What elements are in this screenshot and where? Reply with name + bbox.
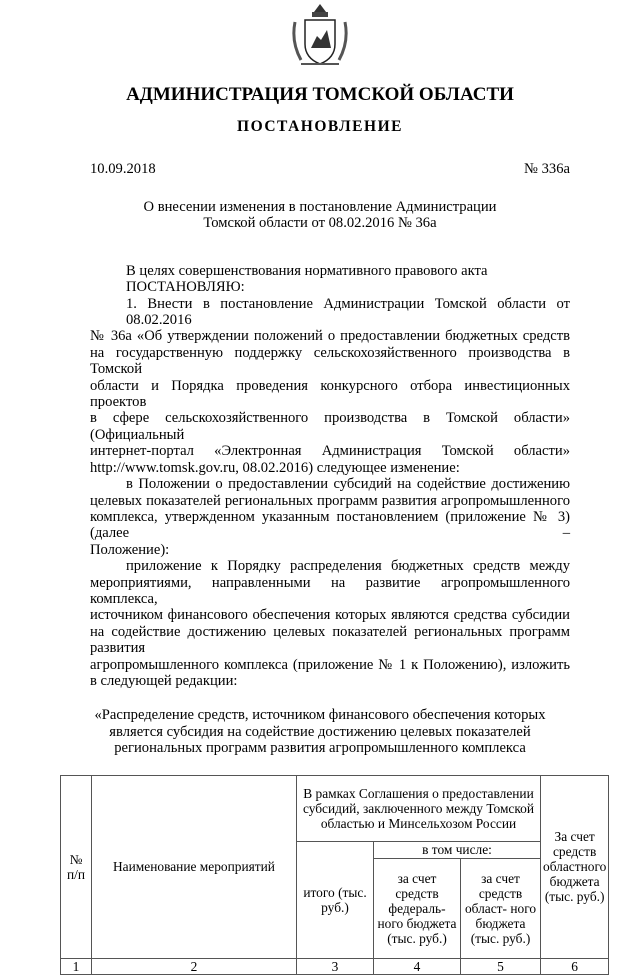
- body-line: в Положении о предоставлении субсидий на содействие достижению: [126, 476, 570, 493]
- column-number: 1: [61, 958, 92, 974]
- quote-line: является субсидия на содействие достижению целевых показателей: [109, 723, 531, 740]
- header-own-budget: За счет средств областного бюджета (тыс. руб.): [541, 775, 609, 958]
- body-line: № 36а «Об утверждении положений о предоставлении бюджетных средств: [90, 328, 570, 345]
- body-line: В целях совершенствования нормативного правового акта: [126, 262, 488, 279]
- column-number: 4: [374, 958, 461, 974]
- organization-title: АДМИНИСТРАЦИЯ ТОМСКОЙ ОБЛАСТИ: [126, 84, 514, 105]
- column-number: 5: [461, 958, 541, 974]
- body-line: http://www.tomsk.gov.ru, 08.02.2016) следующее изменение:: [90, 459, 460, 476]
- body-line: мероприятиями, направленными на развитие агропромышленного комплекса,: [90, 574, 570, 607]
- body-line: 1. Внести в постановление Администрации Томской области от 08.02.2016: [126, 295, 570, 329]
- distribution-table: [60, 775, 609, 975]
- body-line: агропромышленного комплекса (приложение № 1 к Положению), изложить: [90, 656, 570, 673]
- quote-line: «Распределение средств, источником финансового обеспечения которых: [94, 707, 546, 724]
- header-total: итого (тыс. руб.): [297, 841, 374, 958]
- body-line: ПОСТАНОВЛЯЮ:: [126, 279, 245, 296]
- column-number: 3: [297, 958, 374, 974]
- document-date: 10.09.2018: [90, 161, 156, 177]
- column-number: 6: [541, 958, 609, 974]
- subject-line: Томской области от 08.02.2016 № 36а: [203, 215, 437, 232]
- document-type: ПОСТАНОВЛЕНИЕ: [237, 118, 403, 135]
- coat-of-arms-emblem: [291, 0, 349, 70]
- body-text: [90, 263, 570, 690]
- body-line: целевых показателей региональных программ развития агропромышленного: [90, 492, 570, 509]
- header-federal: за счет средств федераль- ного бюджета (тыс. руб.): [374, 858, 461, 958]
- document-number: № 336а: [524, 161, 570, 177]
- body-line: интернет-портал «Электронная Администрация Томской области»: [90, 443, 570, 460]
- quote-line: региональных программ развития агропромышленного комплекса: [114, 740, 526, 757]
- header-including: в том числе:: [374, 841, 541, 858]
- header-agreement: В рамках Соглашения о предоставлении субсидий, заключенного между Томской областью и Минсельхозом России: [297, 775, 541, 841]
- body-line: комплекса, утвержденном указанным постановлением (приложение № 3) (далее –: [90, 508, 570, 542]
- column-number: 2: [92, 958, 297, 974]
- body-line: в следующей редакции:: [90, 672, 238, 689]
- body-line: Положение):: [90, 541, 170, 558]
- header-name: Наименование мероприятий: [92, 775, 297, 958]
- date-number-row: [90, 161, 570, 177]
- header-number: № п/п: [61, 775, 92, 958]
- body-line: в сфере сельскохозяйственного производства в Томской области» (Официальный: [90, 410, 570, 443]
- body-line: на государственную поддержку сельскохозяйственного производства в Томской: [90, 344, 570, 378]
- quote: [60, 707, 580, 756]
- subject: [60, 199, 580, 232]
- body-line: области и Порядка проведения конкурсного отбора инвестиционных проектов: [90, 377, 570, 411]
- body-line: источником финансового обеспечения которых являются средства субсидии: [90, 607, 570, 624]
- header-regional: за счет средств област- ного бюджета (тыс. руб.): [461, 858, 541, 958]
- body-line: приложение к Порядку распределения бюджетных средств между: [126, 558, 570, 575]
- subject-line: О внесении изменения в постановление Администрации: [143, 199, 497, 215]
- body-line: на содействие достижению целевых показателей региональных программ развития: [90, 623, 570, 657]
